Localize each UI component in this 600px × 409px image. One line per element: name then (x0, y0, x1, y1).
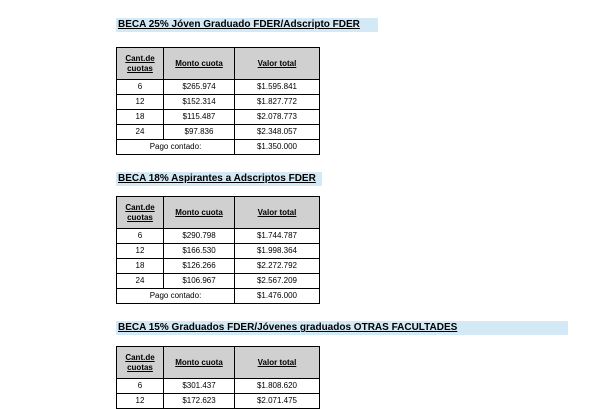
header-valor-total: Valor total (235, 48, 320, 80)
table-row (117, 110, 320, 125)
section-1-title: BECA 25% Jóven Graduado FDER/Adscripto FDER (116, 18, 378, 32)
table-row (117, 125, 320, 140)
pago-contado-row (117, 289, 320, 304)
pago-contado-label: Pago contado: (117, 140, 235, 155)
cell-total: $2.071.475 (235, 394, 320, 409)
table-header-row (117, 347, 320, 379)
cell-monto: $115.487 (164, 110, 235, 125)
cell-total: $1.998.364 (235, 244, 320, 259)
header-cant-cuotas: Cant.de cuotas (117, 347, 164, 379)
cell-monto: $301.437 (164, 379, 235, 394)
cell-monto: $126.266 (164, 259, 235, 274)
pago-contado-value: $1.350.000 (235, 140, 320, 155)
table-row (117, 379, 320, 394)
section-2-table (116, 196, 320, 304)
table-row (117, 244, 320, 259)
cell-monto: $166.530 (164, 244, 235, 259)
table-header-row (117, 48, 320, 80)
cell-total: $2.567.209 (235, 274, 320, 289)
cell-monto: $172.623 (164, 394, 235, 409)
pago-contado-label: Pago contado: (117, 289, 235, 304)
header-monto-cuota: Monto cuota (164, 197, 235, 229)
table-header-row (117, 197, 320, 229)
cell-monto: $265.974 (164, 80, 235, 95)
cell-monto: $106.967 (164, 274, 235, 289)
cell-monto: $290.798 (164, 229, 235, 244)
pago-contado-row (117, 140, 320, 155)
header-monto-cuota: Monto cuota (164, 48, 235, 80)
table-row (117, 394, 320, 409)
cell-cuotas: 18 (117, 259, 164, 274)
header-cant-cuotas: Cant.de cuotas (117, 197, 164, 229)
cell-monto: $152.314 (164, 95, 235, 110)
cell-total: $1.827.772 (235, 95, 320, 110)
table-row (117, 95, 320, 110)
header-valor-total: Valor total (235, 347, 320, 379)
cell-cuotas: 6 (117, 80, 164, 95)
cell-cuotas: 24 (117, 274, 164, 289)
table-row (117, 274, 320, 289)
cell-total: $1.744.787 (235, 229, 320, 244)
header-cant-cuotas: Cant.de cuotas (117, 48, 164, 80)
table-row (117, 80, 320, 95)
cell-cuotas: 12 (117, 95, 164, 110)
cell-cuotas: 6 (117, 229, 164, 244)
header-monto-cuota: Monto cuota (164, 347, 235, 379)
cell-monto: $97.836 (164, 125, 235, 140)
header-valor-total: Valor total (235, 197, 320, 229)
pago-contado-value: $1.476.000 (235, 289, 320, 304)
cell-cuotas: 24 (117, 125, 164, 140)
cell-total: $2.078.773 (235, 110, 320, 125)
cell-total: $2.272.792 (235, 259, 320, 274)
section-1-table (116, 47, 320, 155)
cell-total: $2.348.057 (235, 125, 320, 140)
table-row (117, 229, 320, 244)
table-row (117, 259, 320, 274)
cell-total: $1.808.620 (235, 379, 320, 394)
cell-cuotas: 12 (117, 394, 164, 409)
section-2-title: BECA 18% Aspirantes a Adscriptos FDER (116, 172, 322, 186)
cell-total: $1.595.841 (235, 80, 320, 95)
cell-cuotas: 12 (117, 244, 164, 259)
cell-cuotas: 18 (117, 110, 164, 125)
section-3-title: BECA 15% Graduados FDER/Jóvenes graduados OTRAS FACULTADES (116, 321, 568, 335)
cell-cuotas: 6 (117, 379, 164, 394)
